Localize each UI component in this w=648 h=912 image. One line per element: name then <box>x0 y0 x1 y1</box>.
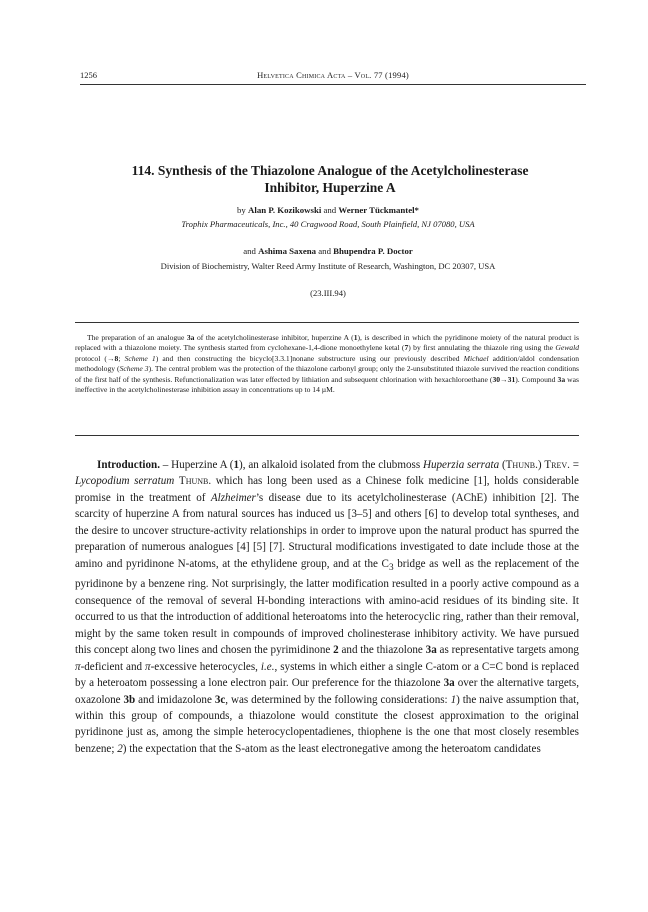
abstract-paragraph: The preparation of an analogue 3a of the acetylcholinesterase inhibitor, huperzine A (1), is described in which the pyridinone moiety of the natural product is replaced with a thiazolone moiety. The synthesis started from cyclohexane-1,4-dione monoethylene ketal (7) by first annulating the thiazole ring using the Gewald protocol (→8; Scheme 1) and then constructing the bicyclo[3.3.1]nonane substructure using our previously described Michael addition/aldol condensation methodology (Scheme 3). The central problem was the protection of the thiazolone carbonyl group; only the 2-unsubstituted thiazole survived the reaction conditions of the first half of the synthesis. Refunctionalization was later effected by lithiation and subsequent chlorination with hexachloroethane (30→31). Compound 3a was ineffective in the acetylcholinesterase inhibition assay in concentrations up to 14 µM. <box>75 333 580 395</box>
compound-label: 3a <box>443 677 455 690</box>
compound-label: 3a <box>186 333 195 342</box>
author-name: Werner Tückmantel* <box>338 205 419 215</box>
abstract-bottom-rule <box>75 435 579 436</box>
affiliation-1: Trophix Pharmaceuticals, Inc., 40 Cragwood Road, South Plainfield, NJ 07080, USA <box>181 219 475 229</box>
compound-label: 1 <box>233 459 240 471</box>
scheme-reference: Scheme 3 <box>119 364 149 374</box>
compound-label: 30→31 <box>492 374 516 384</box>
section-heading: Introduction. <box>97 459 160 471</box>
abstract <box>75 333 579 395</box>
compound-label: 7 <box>404 343 409 353</box>
by-word: by <box>237 205 246 215</box>
author-name: Bhupendra P. Doctor <box>333 246 413 256</box>
abstract-top-rule <box>75 322 579 323</box>
and-word: and <box>243 246 256 256</box>
compound-label: 3c <box>214 693 226 706</box>
compound-label: 3a <box>425 644 437 657</box>
journal-reference: Helvetica Chimica Acta – Vol. 77 (1994) <box>257 70 409 80</box>
compound-label: 8 <box>114 353 119 363</box>
compound-label: 3a <box>557 374 566 384</box>
and-word: and <box>318 246 331 256</box>
introduction-section <box>75 457 579 757</box>
compound-label: 2 <box>333 644 339 657</box>
scheme-reference: Scheme 1 <box>124 353 156 363</box>
title-line-1: 114. Synthesis of the Thiazolone Analogue of the Acetylcholinesterase <box>131 163 529 178</box>
page-number: 1256 <box>80 70 97 80</box>
compound-label: 1 <box>353 333 358 342</box>
and-word: and <box>323 205 337 215</box>
header-rule <box>80 84 586 85</box>
title-line-2: Inhibitor, Huperzine A <box>264 180 396 195</box>
compound-label: 3b <box>123 693 136 706</box>
introduction-paragraph: Introduction. – Huperzine A (1), an alkaloid isolated from the clubmoss Huperzia serrata (Thunb.) Trev. = Lycopodium serratum Thunb. which has long been used as a Chinese folk medicine [1], holds considerable promise in the treatment of Alzheimer’s disease due to its acetylcholinesterase (AChE) inhibition [2]. The scarcity of huperzine A from natural sources has induced us [3–5] and others [6] to develop total syntheses, and the desire to uncover structure-activity relationships in order to improve upon the natural product has spurred the preparation of numerous analogues [4] [5] [7]. Structural modifications investigated to date include those at the amino and pyridinone N-atoms, at the ethylidene group, and at the $C_3$ bridge as well as the replacement of the pyridinone by a benzene ring. Not surprisingly, the latter modification resulted in a poorly active compound as a consequence of the removal of several H-bonding interactions with amino-acid residues of its binding site. It occurred to us that the introduction of additional heteroatoms into the heterocyclic ring, rather than their removal, might by the same token result in compounds of improved cholinesterase inhibitory activity. We have pursued this concept along two lines and chosen the pyrimidinone 2 and the thiazolone 3a as representative targets among π-deficient and π-excessive heterocycles, i.e., systems in which either a single C-atom or a C=C bond is replaced by a heteroatom possessing a lone electron pair. Our preference for the thiazolone 3a over the alternative targets, oxazolone 3b and imidazolone 3c, was determined by the following considerations: 1) the naive assumption that, within this group of compounds, a thiazolone would constitute the closest approximation to the original pyridinone just as, among the simple heterocyclopentadienes, thiophene is the one that most closely resembles benzene; 2) the expectation that the S-atom as the least electronegative among the heteroatom candidates <box>75 459 580 755</box>
author-line-2 <box>60 245 596 257</box>
affiliation-2: Division of Biochemistry, Walter Reed Army Institute of Research, Washington, DC 20307, USA <box>160 261 496 271</box>
author-name: Alan P. Kozikowski <box>248 205 322 215</box>
author-name: Ashima Saxena <box>258 246 317 256</box>
received-date: (23.III.94) <box>310 288 346 298</box>
article-title <box>95 162 565 196</box>
author-line-1 <box>60 204 596 216</box>
running-head <box>80 70 586 84</box>
